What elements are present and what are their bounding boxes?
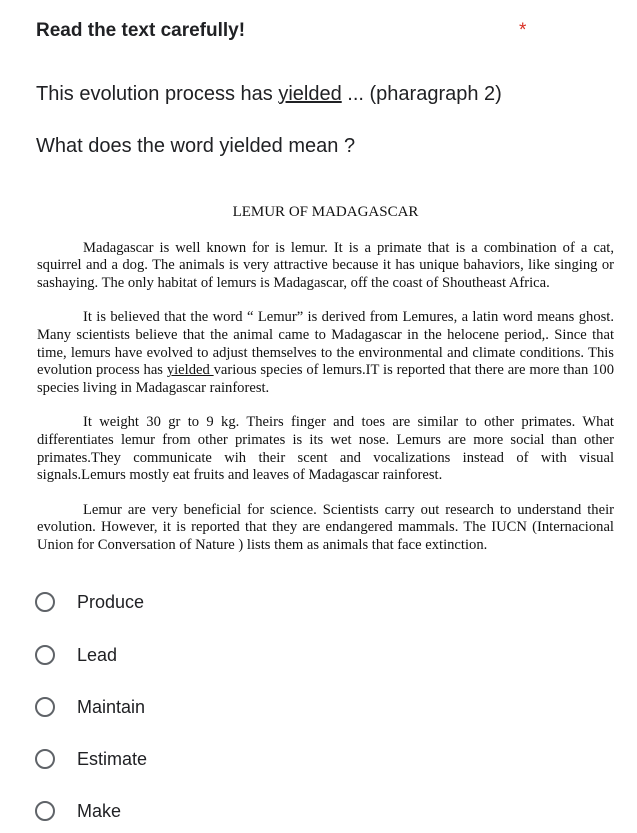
option-maintain[interactable] bbox=[35, 693, 145, 721]
radio-button-icon[interactable] bbox=[35, 592, 55, 612]
option-label: Estimate bbox=[77, 748, 148, 769]
question-line-1-after: ... (pharagraph 2) bbox=[341, 83, 502, 105]
radio-button-icon[interactable] bbox=[35, 749, 55, 769]
option-label: Maintain bbox=[77, 696, 146, 717]
option-estimate[interactable] bbox=[35, 745, 147, 773]
radio-button-icon[interactable] bbox=[35, 697, 55, 717]
passage-image bbox=[37, 204, 614, 572]
required-asterisk: * bbox=[519, 20, 527, 41]
question-title: Read the text carefully! bbox=[36, 20, 246, 41]
passage-paragraph-3: It weight 30 gr to 9 kg. Theirs finger and toes are similar to other primates. What differentiates lemur from other primates is its wet nose. Lemurs are more social than other primates.They communicate wih their scent and vocalizations instead of with visual signals.Lemurs mostly eat fruits and leaves of Madagascar rainforest. bbox=[37, 414, 614, 484]
question-line-1 bbox=[36, 83, 502, 106]
passage-paragraph-4: Lemur are very beneficial for science. Scientists carry out research to understand their evolution. However, it is reported that they are endangered mammals. The IUCN (Internacional Union for Conversation of Nature ) lists them as animals that face extinction. bbox=[37, 501, 614, 553]
question-underlined-word: yielded bbox=[278, 83, 342, 105]
passage-title: LEMUR OF MADAGASCAR bbox=[232, 204, 419, 220]
option-produce[interactable] bbox=[35, 588, 144, 616]
radio-button-icon[interactable] bbox=[35, 645, 55, 665]
option-make[interactable] bbox=[35, 797, 121, 825]
radio-button-icon[interactable] bbox=[35, 801, 55, 821]
option-label: Produce bbox=[77, 591, 145, 612]
passage-paragraph-2-before: It is believed that the word “ Lemur” is derived from Lemures, a latin word means ghost. Many scientists believe that the animal came to Madagascar in the helocene period,. Since that time, lemurs have evolved to adjust themselves to the environmental and climate conditions. This evolution process has bbox=[37, 309, 614, 379]
passage-paragraph-2 bbox=[37, 309, 614, 397]
passage-paragraph-2-after: various species of lemurs.IT is reported that there are more than 100 species living in Madagascar rainforest. bbox=[37, 362, 614, 396]
option-label: Make bbox=[77, 800, 122, 821]
passage-underlined-word: yielded bbox=[166, 362, 214, 379]
question-line-1-before: This evolution process has bbox=[36, 83, 279, 105]
option-label: Lead bbox=[77, 644, 118, 665]
passage-paragraph-1: Madagascar is well known for is lemur. It is a primate that is a combination of a cat, squirrel and a dog. The animals is very attractive because it has unique bahaviors, like singing or sashaying. The only habitat of lemurs is Madagascar, off the coast of Shoutheast Africa. bbox=[37, 239, 614, 291]
option-lead[interactable] bbox=[35, 641, 117, 669]
question-line-2: What does the word yielded mean ? bbox=[36, 135, 356, 157]
